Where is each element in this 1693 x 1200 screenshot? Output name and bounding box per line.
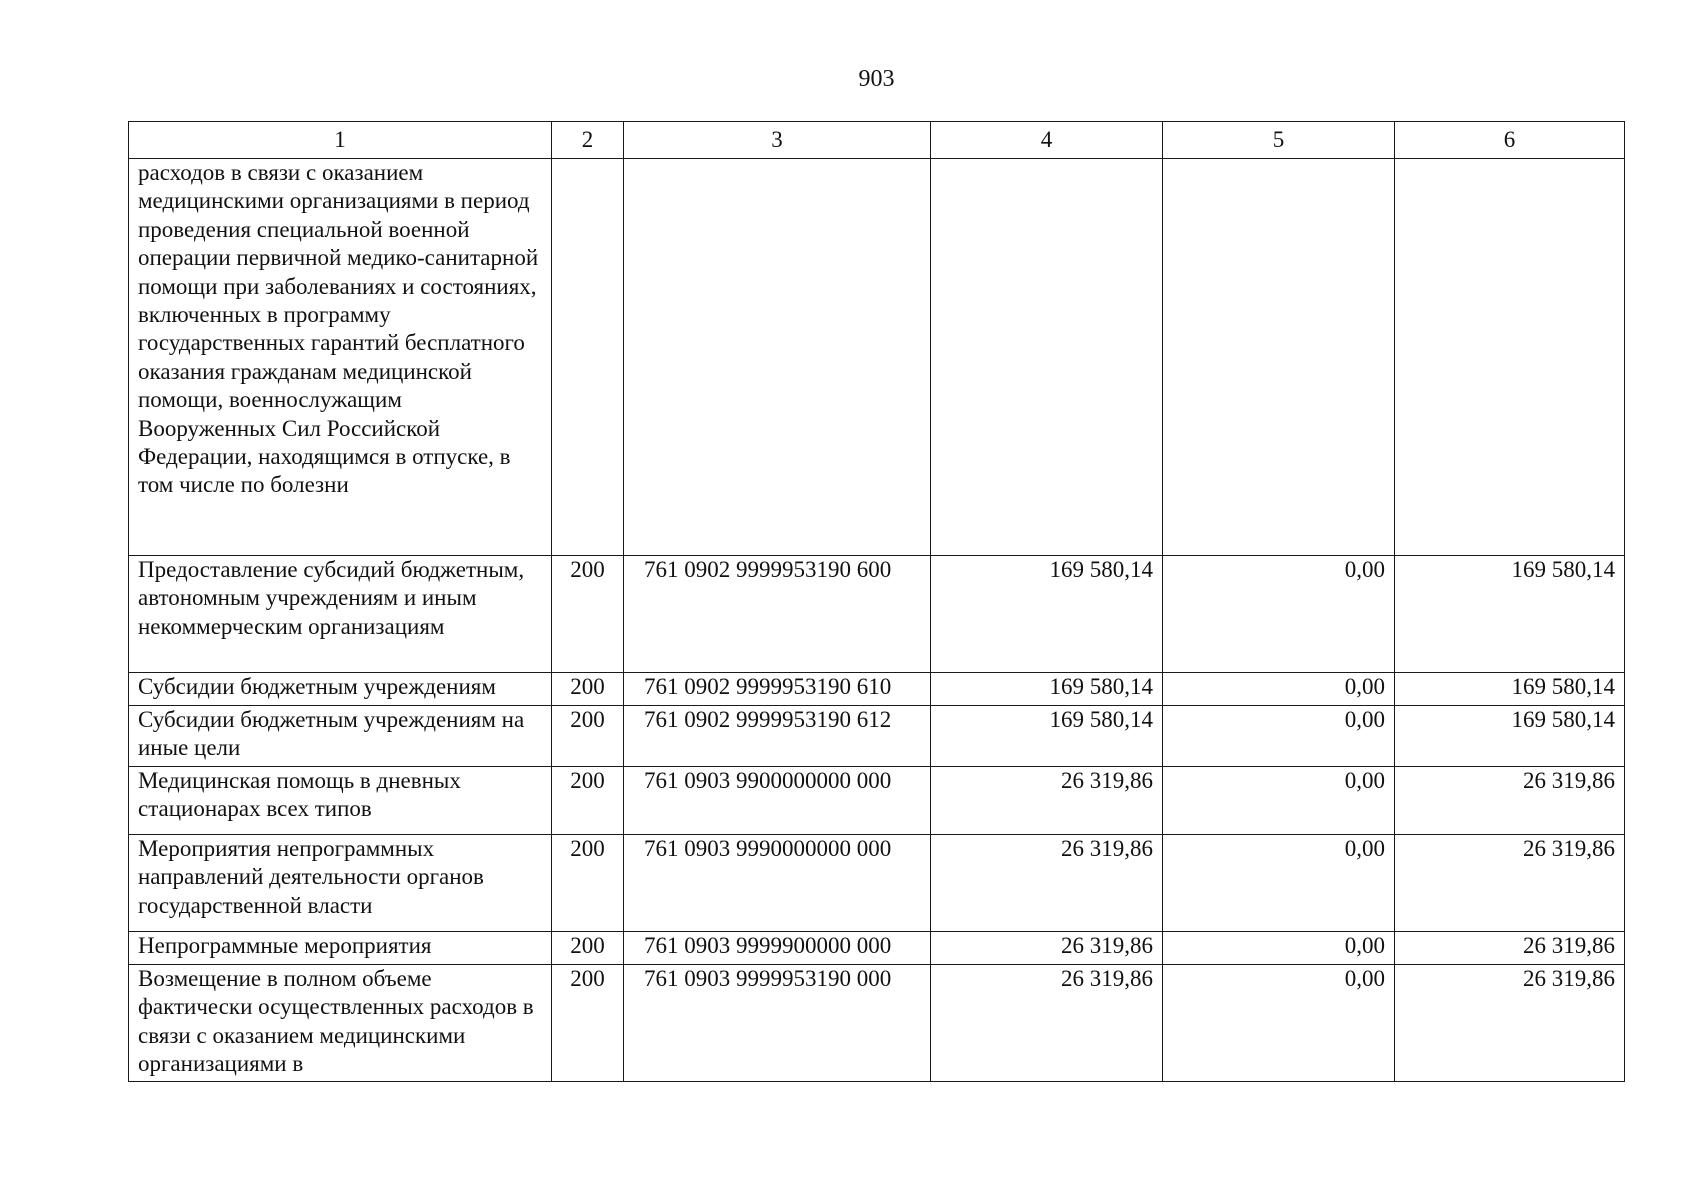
row-name-cell: Субсидии бюджетным учреждениям на иные цели	[129, 706, 552, 767]
empty-cell	[1163, 159, 1395, 556]
table-row	[129, 706, 1625, 767]
row-code-cell: 200	[552, 835, 624, 932]
row-classification-cell: 761 0903 9990000000 000	[624, 835, 931, 932]
row-amount-col6: 169 580,14	[1395, 673, 1625, 706]
row-amount-col5: 0,00	[1163, 932, 1395, 965]
row-amount-col6: 169 580,14	[1395, 706, 1625, 767]
row-classification-cell: 761 0902 9999953190 612	[624, 706, 931, 767]
table-row	[129, 835, 1625, 932]
empty-cell	[624, 159, 931, 556]
row-amount-col4: 169 580,14	[931, 706, 1163, 767]
row-amount-col5: 0,00	[1163, 706, 1395, 767]
row-name-cell: Непрограммные мероприятия	[129, 932, 552, 965]
budget-table	[128, 121, 1625, 1082]
table-row	[129, 965, 1625, 1082]
row-amount-col5: 0,00	[1163, 835, 1395, 932]
page-number: 903	[858, 66, 895, 92]
empty-cell	[1395, 159, 1625, 556]
table-row	[129, 556, 1625, 673]
continuation-cell: расходов в связи с оказанием медицинскими организациями в период проведения специальной военной операции первичной медико-санитарной помощи при заболеваниях и состояниях, включенных в программу государственных гарантий бесплатного оказания гражданам медицинской помощи, военнослужащим Вооруженных Сил Российской Федерации, находящимся в отпуске, в том числе по болезни	[129, 159, 552, 556]
row-code-cell: 200	[552, 932, 624, 965]
table-row	[129, 932, 1625, 965]
empty-cell	[931, 159, 1163, 556]
header-cell: 5	[1163, 122, 1395, 159]
row-amount-col4: 169 580,14	[931, 673, 1163, 706]
row-code-cell: 200	[552, 556, 624, 673]
row-code-cell: 200	[552, 767, 624, 835]
row-amount-col5: 0,00	[1163, 556, 1395, 673]
header-cell: 1	[129, 122, 552, 159]
empty-cell	[552, 159, 624, 556]
row-amount-col4: 26 319,86	[931, 965, 1163, 1082]
row-code-cell: 200	[552, 673, 624, 706]
header-cell: 4	[931, 122, 1163, 159]
row-classification-cell: 761 0903 9999900000 000	[624, 932, 931, 965]
table-header-row	[129, 122, 1625, 159]
header-cell: 3	[624, 122, 931, 159]
row-classification-cell: 761 0902 9999953190 610	[624, 673, 931, 706]
row-amount-col6: 26 319,86	[1395, 932, 1625, 965]
row-amount-col6: 26 319,86	[1395, 965, 1625, 1082]
row-code-cell: 200	[552, 965, 624, 1082]
row-name-cell: Предоставление субсидий бюджетным, автономным учреждениям и иным некоммерческим организациям	[129, 556, 552, 673]
row-classification-cell: 761 0903 9900000000 000	[624, 767, 931, 835]
row-name-cell: Мероприятия непрограммных направлений деятельности органов государственной власти	[129, 835, 552, 932]
row-classification-cell: 761 0902 9999953190 600	[624, 556, 931, 673]
row-amount-col4: 26 319,86	[931, 932, 1163, 965]
header-cell: 2	[552, 122, 624, 159]
row-amount-col4: 169 580,14	[931, 556, 1163, 673]
table-row	[129, 767, 1625, 835]
row-amount-col6: 169 580,14	[1395, 556, 1625, 673]
row-amount-col6: 26 319,86	[1395, 767, 1625, 835]
row-amount-col5: 0,00	[1163, 767, 1395, 835]
row-classification-cell: 761 0903 9999953190 000	[624, 965, 931, 1082]
table-row	[129, 159, 1625, 556]
row-amount-col4: 26 319,86	[931, 767, 1163, 835]
row-name-cell: Возмещение в полном объеме фактически осуществленных расходов в связи с оказанием медицинскими организациями в	[129, 965, 552, 1082]
table-row	[129, 673, 1625, 706]
header-cell: 6	[1395, 122, 1625, 159]
row-name-cell: Медицинская помощь в дневных стационарах всех типов	[129, 767, 552, 835]
row-code-cell: 200	[552, 706, 624, 767]
row-amount-col5: 0,00	[1163, 673, 1395, 706]
row-name-cell: Субсидии бюджетным учреждениям	[129, 673, 552, 706]
row-amount-col4: 26 319,86	[931, 835, 1163, 932]
row-amount-col5: 0,00	[1163, 965, 1395, 1082]
row-amount-col6: 26 319,86	[1395, 835, 1625, 932]
